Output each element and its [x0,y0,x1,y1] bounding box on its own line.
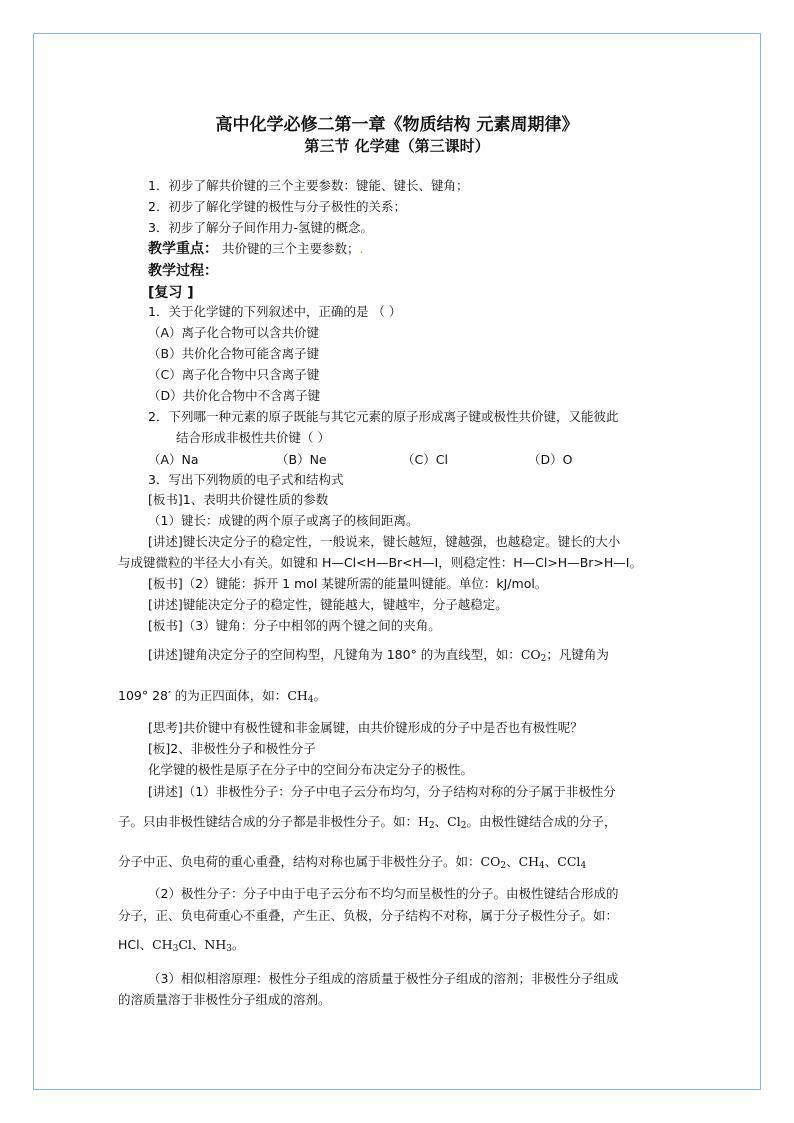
body-line: 化学键的极性是原子在分子中的空间分布决定分子的极性。 [148,762,474,777]
formula-sub: 3 [226,944,232,954]
text-span: HCl、 [118,937,153,952]
body-line: [讲述]键长决定分子的稳定性，一般说来，键长越短，键越强，也越稳定。键长的大小 [148,534,621,549]
formula-sub: 4 [307,695,314,705]
text-span: 。由极性键结合成的分子， [466,814,617,829]
body-line-nonpolar-examples [118,813,616,835]
formula-text: CO [480,854,501,869]
body-line: [板书]（3）键角：分子中相邻的两个键之间的夹角。 [148,618,441,633]
process-label: 教学过程： [148,263,218,279]
text-span: 子。只由非极性键结合成的分子都是非极性分子。如： [118,814,419,829]
q2-stem-2: 结合形成非极性共价键（ ） [176,430,330,445]
q2-option-d: （D）O [528,452,573,467]
formula-sub: 2 [500,861,507,871]
text-span: 、 [544,854,558,869]
body-line: [板书]（2）键能：拆开 1 mol 某键所需的能量叫键能。单位：kJ/mol。 [148,576,548,591]
q1-option-c: （C）离子化合物中只含离子键 [148,367,320,382]
formula-sub: 4 [539,861,545,871]
objective-1: 1．初步了解共价键的三个主要参数：键能、键长、键角； [148,178,469,193]
text-span: [讲述]键角决定分子的空间构型，凡键角为 180° 的为直线型，如： [148,647,521,662]
body-line: [思考]共价键中有极性键和非金属键，由共价键形成的分子中是否也有极性呢？ [148,720,583,735]
q1-option-a: （A）离子化合物可以含共价键 [148,325,320,340]
text-span: 。 [231,937,245,952]
formula-sub: 2 [428,821,435,831]
text-span: 、 [191,937,205,952]
formula-text: Cl [178,937,192,952]
q1-option-d: （D）共价化合物中不含离子键 [148,388,321,403]
formula-text: CH [518,854,540,869]
formula-text: H [418,814,429,829]
body-line: （3）相似相溶原理：极性分子组成的溶质量于极性分子组成的溶剂；非极性分子组成 [148,971,619,986]
body-line-tetrahedral [118,687,326,709]
objective-3: 3．初步了解分子间作用力-氢键的概念。 [148,220,373,235]
body-line: 与成键微粒的半径大小有关。如键和 H—Cl<H—Br<H—I，则稳定性：H—Cl>H—Br>H—I。 [118,555,642,570]
q2-option-c: （C）Cl [402,452,448,467]
formula-nh3 [204,937,232,952]
formula-sub: 3 [172,944,179,954]
formula-sub: 2 [460,821,467,831]
text-span: 、 [434,814,448,829]
teaching-focus [148,240,363,258]
body-line-polar-examples [118,936,244,958]
formula-ch4 [287,688,313,703]
q1-option-b: （B）共价化合物可能含离子键 [148,346,320,361]
formula-sub: 2 [540,654,547,664]
body-line: 的溶质量溶于非极性分子组成的溶剂。 [118,992,331,1007]
formula-co2 [481,854,507,869]
formula-text: CCl [557,854,581,869]
q1-stem: 1．关于化学键的下列叙述中，正确的是 （ ） [148,304,402,319]
formula-sub: 4 [580,861,587,871]
page-subtitle: 第三节 化学建（第三课时） [304,137,490,155]
formula-text: CO [520,647,541,662]
formula-text: CH [152,937,173,952]
formula-text: Cl [447,814,461,829]
formula-text: NH [204,937,227,952]
focus-mark: . [359,241,364,256]
formula-cl2 [447,814,466,829]
page-title: 高中化学必修二第一章《物质结构 元素周期律》 [215,115,579,135]
formula-ch3cl [152,937,192,952]
body-line: 分子，正、负电荷重心不重叠，产生正、负极，分子结构不对称，属于分子极性分子。如： [118,908,619,923]
body-line-bond-angle [148,646,609,668]
q2-option-a: （A）Na [148,452,199,467]
text-span: 分子中正、负电荷的重心重叠，结构对称也属于非极性分子。如： [118,854,481,869]
body-line: [讲述]（1）非极性分子：分子中电子云分布均匀，分子结构对称的分子属于非极性分 [148,784,616,799]
text-span: 109° 28′ 的为正四面体，如： [118,688,288,703]
q2-stem-1: 2．下列哪一种元素的原子既能与其它元素的原子形成离子键或极性共价键，又能彼此 [148,409,619,424]
q3-stem: 3．写出下列物质的电子式和结构式 [148,472,344,487]
body-line: [板]2、非极性分子和极性分子 [148,741,316,756]
body-line: （2）极性分子：分子中由于电子云分布不均匀而呈极性的分子。由极性键结合形成的 [148,886,619,901]
focus-text: 共价键的三个主要参数； [218,241,360,256]
objective-2: 2．初步了解化学键的极性与分子极性的关系； [148,199,406,214]
body-line: [板书]1、表明共价键性质的参数 [148,492,329,507]
body-line: [讲述]键能决定分子的稳定性，键能越大，键越牢，分子越稳定。 [148,597,508,612]
text-span: 。 [313,688,327,703]
formula-co2 [521,647,547,662]
text-span: 、 [506,854,519,869]
formula-h2 [418,814,435,829]
review-label: [复习 ] [148,285,194,301]
formula-text: CH [287,688,308,703]
text-span: ；凡键角为 [546,647,609,662]
focus-label: 教学重点： [148,241,218,257]
formula-ccl4 [557,854,586,869]
body-line: （1）键长：成键的两个原子或离子的核间距离。 [148,513,419,528]
q2-option-b: （B）Ne [276,452,327,467]
body-line-symmetric-examples [118,853,586,875]
formula-ch4 [519,854,545,869]
